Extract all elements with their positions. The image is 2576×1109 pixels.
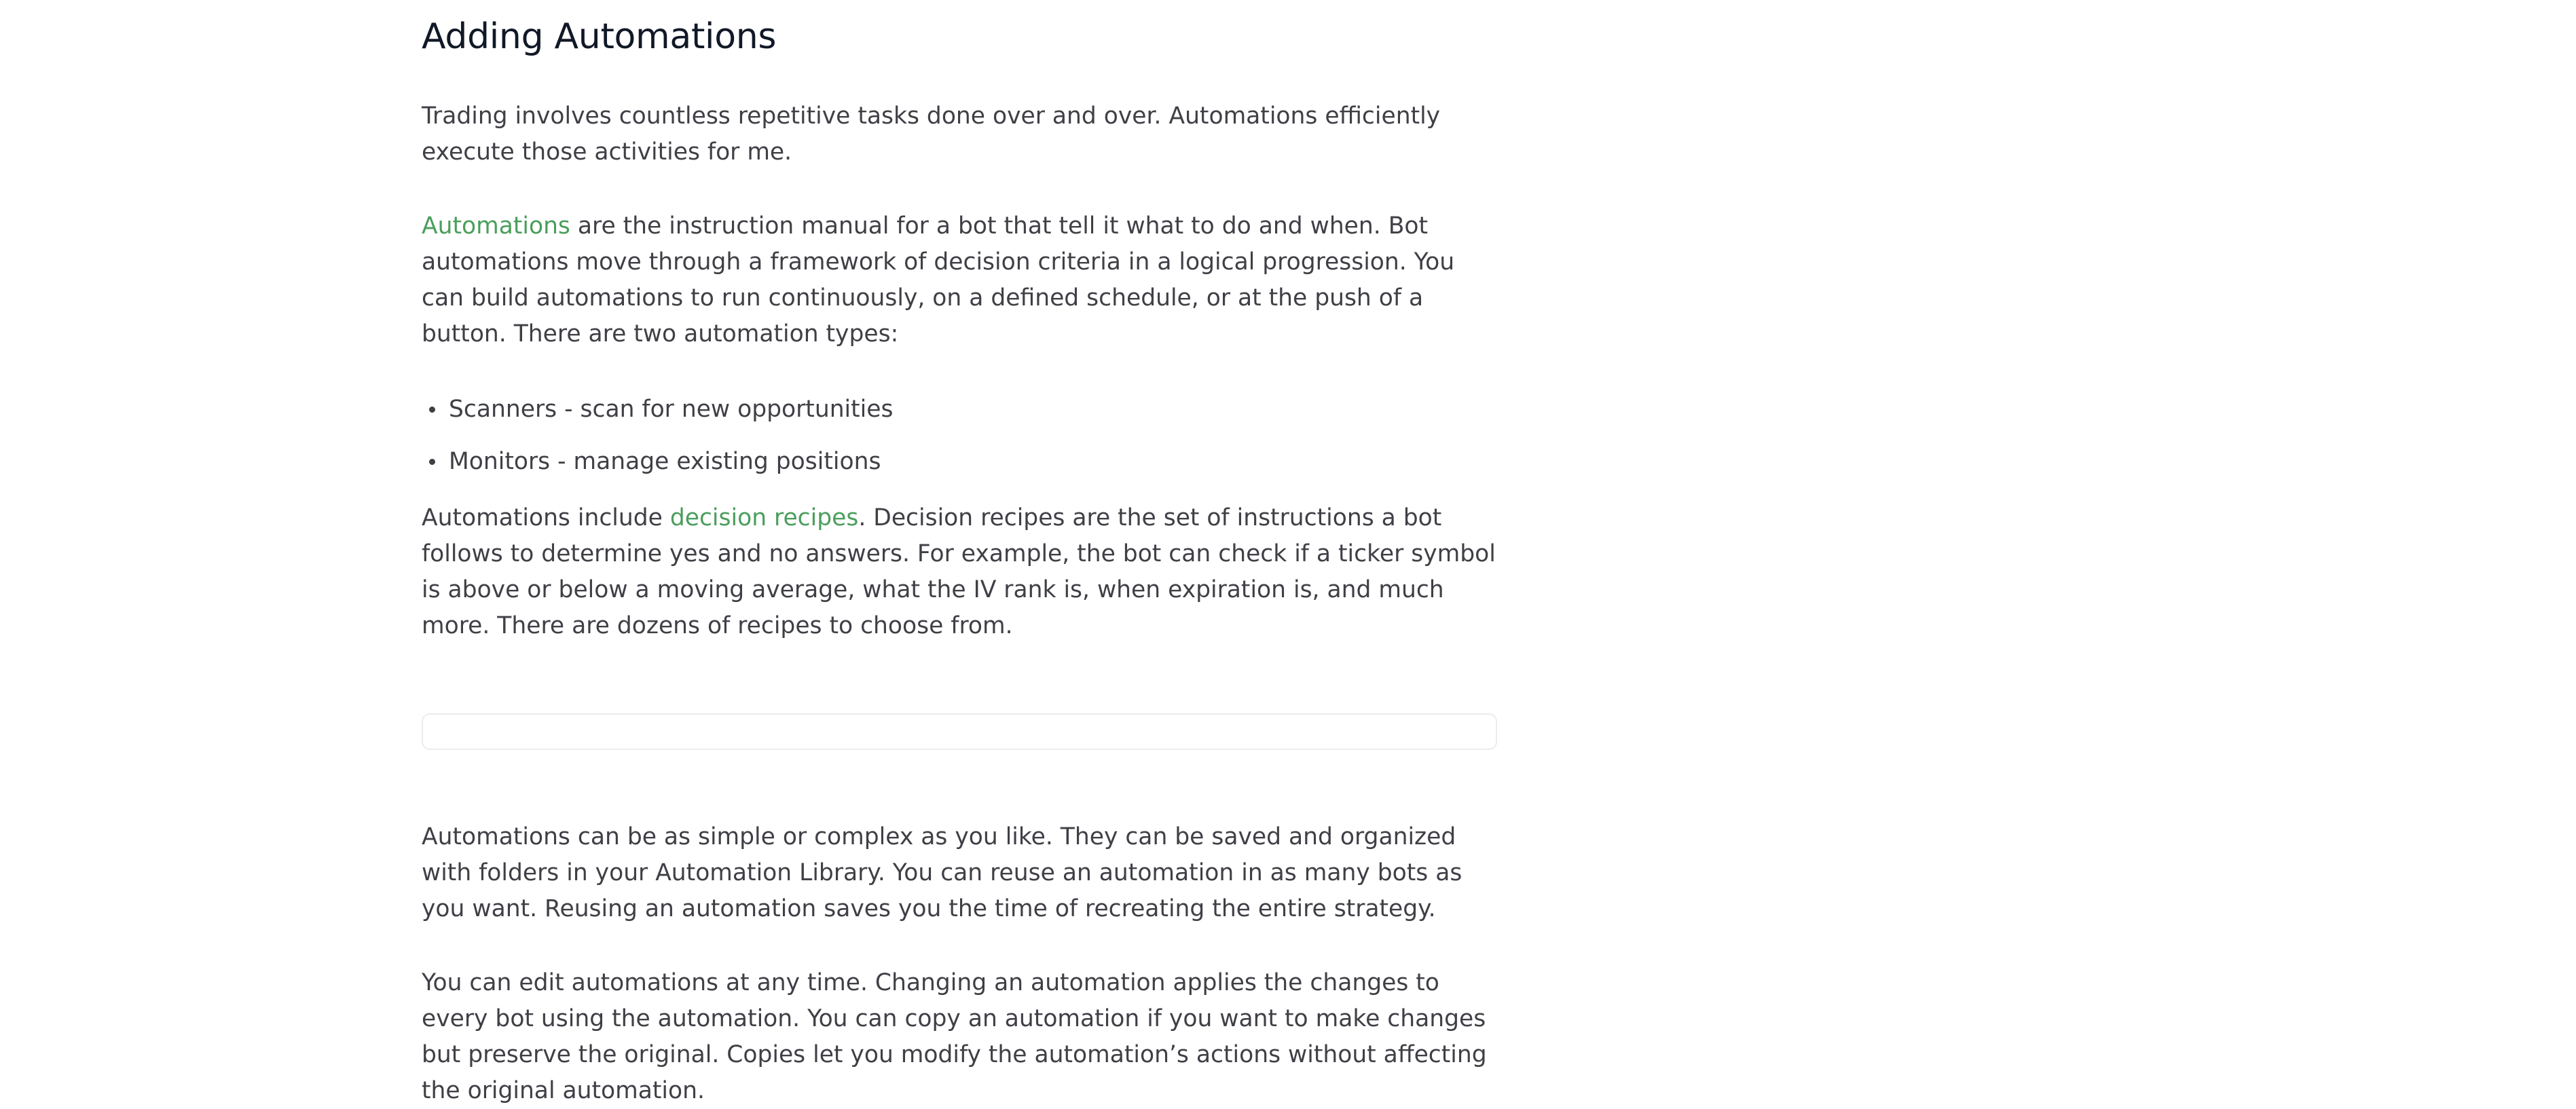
bullet-icon — [429, 407, 435, 413]
intro-paragraph: Trading involves countless repetitive tasks done over and over. Automations efficiently execute those activities for me. — [422, 102, 1441, 166]
definition-text: are the instruction manual for a bot that tell it what to do and when. Bot automations move through a framework of decision criteria in a logical progression. You can build automations to run continuously, on a defined schedule, or at the push of a button. There are two automation types: — [422, 212, 1455, 347]
embed-placeholder — [422, 713, 1497, 750]
decision-recipes-link[interactable]: decision recipes — [669, 504, 859, 531]
article-content — [422, 10, 1497, 1109]
list-item — [422, 444, 1497, 480]
bullet-icon — [429, 459, 435, 465]
recipes-text-after: . Decision recipes are the set of instructions a bot follows to determine yes and no answers. For example, the bot can check if a ticker symbol is above or below a moving average, what the IV rank is, when expiration is, and much more. There are dozens of recipes to choose from. — [422, 504, 1496, 639]
recipes-paragraph — [422, 500, 1497, 644]
editing-paragraph: You can edit automations at any time. Changing an automation applies the changes to every bot using the automation. You can copy an automation if you want to make changes but preserve the original. Copies let you modify the automation’s actions without affecting the original automation. — [422, 969, 1487, 1104]
list-item — [422, 392, 1497, 428]
recipes-text-before: Automations include — [422, 504, 670, 531]
library-paragraph: Automations can be as simple or complex as you like. They can be saved and organized with folders in your Automation Library. You can reuse an automation in as many bots as you want. Reusing an automation saves you the time of recreating the entire strategy. — [422, 823, 1462, 922]
definition-paragraph — [422, 208, 1497, 352]
automation-types-list — [422, 392, 1497, 480]
automations-link[interactable]: Automations — [422, 212, 570, 240]
page-title: Adding Automations — [422, 16, 777, 57]
list-item-text: Monitors - manage existing positions — [449, 448, 881, 475]
list-item-text: Scanners - scan for new opportunities — [449, 396, 894, 423]
